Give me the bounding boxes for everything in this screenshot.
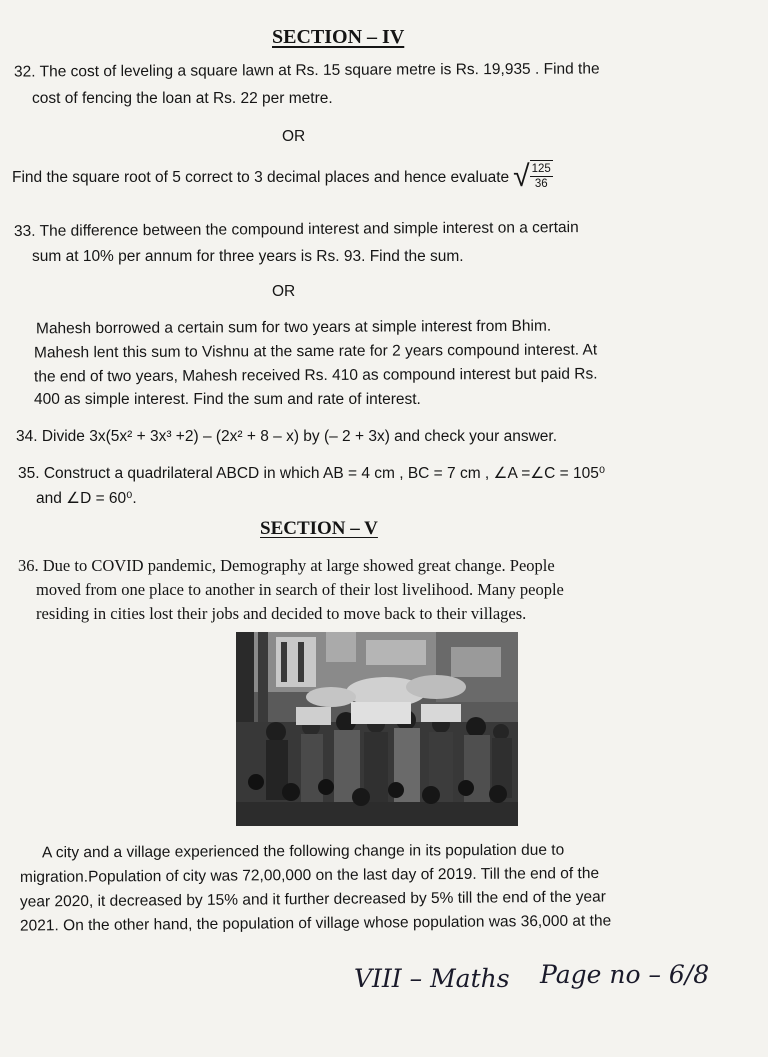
q33-line-1: 33. The difference between the compound interest and simple interest on a certain (13, 219, 579, 240)
footer-page-label: Page no – 6/8 (540, 960, 710, 989)
q32-line-1: 32. The cost of leveling a square lawn at Rs. 15 square metre is Rs. 19,935 . Find the (13, 60, 600, 81)
q36-para-line-4: 2021. On the other hand, the population of village whose population was 36,000 at the (19, 912, 612, 935)
fraction (530, 162, 553, 191)
q36-para-line-2: migration.Population of city was 72,00,000 on the last day of 2019. Till the end of the (19, 864, 600, 887)
q33-alt-line-2: Mahesh lent this sum to Vishnu at the same rate for 2 years compound interest. At (33, 341, 598, 362)
sqrt-expression (513, 162, 553, 192)
sqrt-symbol: √ (513, 160, 530, 193)
footer-class-label: VIII – Maths (354, 964, 510, 993)
q33-line-2: sum at 10% per annum for three years is Rs. 93. Find the sum. (32, 248, 464, 265)
q32-or: OR (282, 128, 306, 145)
section-v-heading: SECTION – V (260, 518, 378, 539)
q32-alt-text: Find the square root of 5 correct to 3 decimal places and hence evaluate (12, 168, 510, 186)
q36-line-3: residing in cities lost their jobs and decided to move back to their villages. (36, 604, 527, 623)
q35-line-2: and ∠D = 60⁰. (36, 490, 137, 507)
q36-para-line-3: year 2020, it decreased by 15% and it further decreased by 5% till the end of the year (19, 888, 606, 911)
q35-line-1: 35. Construct a quadrilateral ABCD in which AB = 4 cm , BC = 7 cm , ∠A =∠C = 105⁰ (18, 465, 606, 482)
q33-alt-line-3: the end of two years, Mahesh received Rs. 410 as compound interest but paid Rs. (33, 365, 598, 386)
fraction-numerator: 125 (531, 162, 551, 175)
q33-or: OR (272, 283, 296, 300)
fraction-denominator: 36 (534, 177, 548, 190)
q32-alternative (12, 162, 553, 192)
q36-line-1: 36. Due to COVID pandemic, Demography at large showed great change. People (18, 556, 555, 575)
migration-crowd-photo (236, 632, 518, 826)
q34-text: 34. Divide 3x(5x² + 3x³ +2) – (2x² + 8 – x) by (– 2 + 3x) and check your answer. (16, 428, 558, 445)
q36-line-2: moved from one place to another in search of their lost livelihood. Many people (36, 580, 564, 599)
section-iv-heading: SECTION – IV (272, 26, 405, 48)
q36-para-line-1: A city and a village experienced the following change in its population due to (41, 841, 565, 862)
q33-alt-line-1: Mahesh borrowed a certain sum for two years at simple interest from Bhim. (35, 317, 552, 338)
q33-alt-line-4: 400 as simple interest. Find the sum and rate of interest. (34, 391, 421, 408)
q32-line-2: cost of fencing the loan at Rs. 22 per metre. (32, 90, 333, 107)
